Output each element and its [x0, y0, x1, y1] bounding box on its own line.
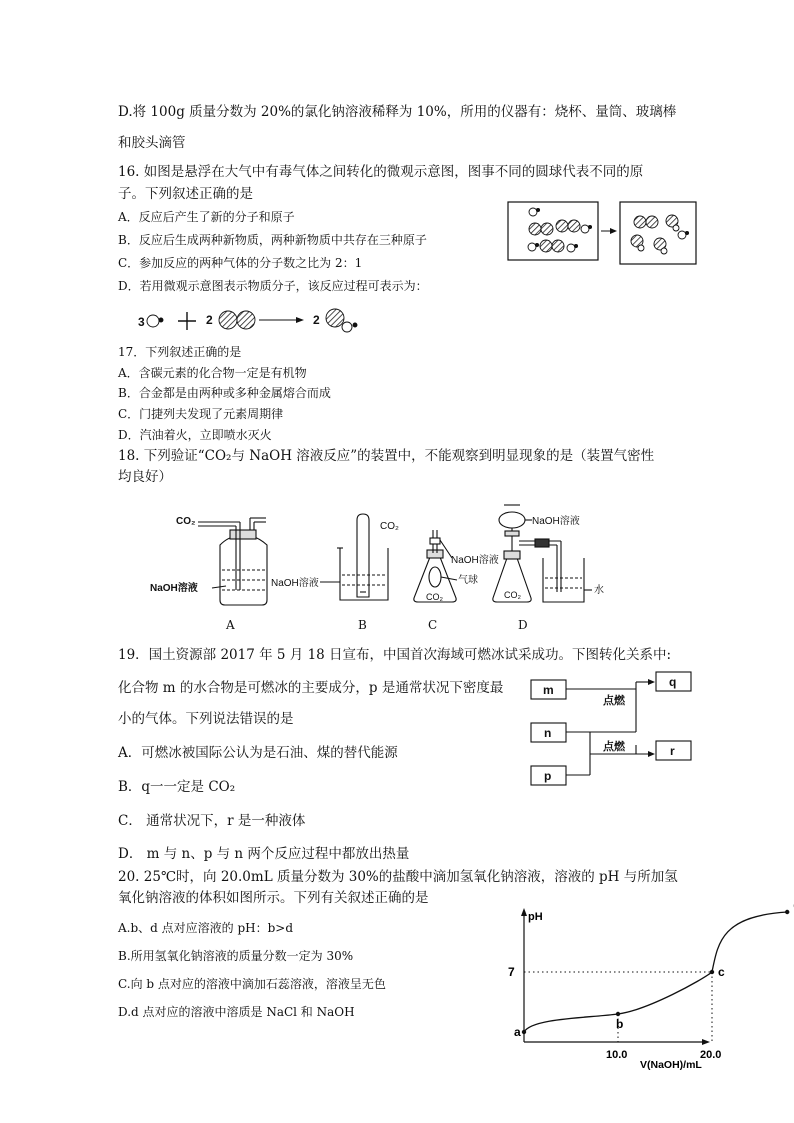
q18-b-naoh: NaOH溶液 — [271, 578, 319, 589]
q17-option-c: C．门捷列夫发现了元素周期律 — [118, 407, 284, 421]
q19-option-d: D． m 与 n、p 与 n 两个反应过程中都放出热量 — [118, 846, 410, 862]
q20-stem-line2: 氧化钠溶液的体积如图所示。下列有关叙述正确的是 — [118, 890, 429, 906]
q18-a-naoh: NaOH溶液 — [150, 583, 198, 594]
q19-box-r: r — [670, 744, 675, 758]
y-axis-label: pH — [528, 911, 543, 923]
x-axis-label: V(NaOH)/mL — [640, 1059, 702, 1071]
q18-c-co2: CO₂ — [426, 592, 443, 602]
q18-b-co2: CO₂ — [380, 521, 399, 532]
q19-arrow-ignite-2: 点燃 — [603, 741, 625, 753]
q16-stem-line1: 16. 如图是悬浮在大气中有毒气体之间转化的微观示意图，图事不同的圆球代表不同的原 — [118, 164, 644, 180]
point-b — [616, 1012, 620, 1016]
q19-box-q: q — [669, 675, 677, 689]
q18-a-co2: CO₂ — [176, 516, 196, 527]
q19-option-c: C． 通常状况下，r 是一种液体 — [118, 813, 306, 829]
q20-stem-line1: 20. 25℃时，向 20.0mL 质量分数为 30%的盐酸中滴加氢氧化钠溶液，溶液的 pH 与所加氢 — [118, 869, 678, 885]
q18-d-naoh: NaOH溶液 — [532, 516, 580, 527]
q19-box-p: p — [544, 769, 552, 783]
q19-stem-line2: 化合物 m 的水合物是可燃冰的主要成分，p 是通常状况下密度最 — [118, 680, 504, 696]
q19-box-m: m — [543, 683, 554, 697]
q18-c-balloon: 气球 — [458, 575, 478, 586]
eq-coef-2: 2 — [206, 313, 213, 327]
point-label-c: c — [718, 965, 725, 979]
q19-stem-line3: 小的气体。下列说法错误的是 — [118, 711, 294, 727]
q15-option-d-line2: 和胶头滴管 — [118, 135, 186, 151]
point-c — [710, 970, 714, 974]
q16-option-a: A．反应后产生了新的分子和原子 — [118, 210, 295, 224]
q18-label-b: B — [358, 618, 367, 632]
q16-stem-line2: 子。下列叙述正确的是 — [118, 186, 253, 202]
q16-option-d: D．若用微观示意图表示物质分子，该反应过程可表示为： — [118, 279, 428, 293]
point-d — [785, 910, 789, 914]
y-tick-7: 7 — [508, 965, 515, 979]
q19-stem-line1: 19．国土资源部 2017 年 5 月 18 日宣布，中国首次海域可燃冰试采成功。下图转化关系中: — [118, 647, 672, 663]
q17-option-d: D．汽油着火，立即喷水灭火 — [118, 428, 272, 442]
q20-option-b: B.所用氢氧化钠溶液的质量分数一定为 30% — [118, 949, 354, 963]
q18-stem-line2: 均良好） — [118, 469, 172, 485]
q18-label-c: C — [428, 618, 438, 632]
q18-d-water: 水 — [594, 585, 604, 596]
q20-option-a: A.b、d 点对应溶液的 pH：b>d — [118, 921, 294, 935]
q18-label-d: D — [518, 618, 528, 632]
point-label-b: b — [616, 1017, 624, 1031]
q20-option-c: C.向 b 点对应的溶液中滴加石蕊溶液，溶液呈无色 — [118, 977, 386, 991]
q19-box-n: n — [544, 726, 552, 740]
point-label-a: a — [514, 1025, 521, 1039]
q16-option-c: C．参加反应的两种气体的分子数之比为 2：1 — [118, 256, 363, 270]
q19-option-b: B．q一一定是 CO₂ — [118, 779, 236, 795]
q20-option-d: D.d 点对应的溶液中溶质是 NaCl 和 NaOH — [118, 1005, 355, 1019]
q16-option-b: B．反应后生成两种新物质，两种新物质中共存在三种原子 — [118, 233, 427, 247]
point-a — [522, 1030, 526, 1034]
ph-curve — [524, 912, 787, 1032]
x-tick-20: 20.0 — [700, 1049, 722, 1061]
q18-d-co2: CO₂ — [504, 590, 521, 600]
q18-stem-line1: 18. 下列验证“CO₂与 NaOH 溶液反应”的装置中，不能观察到明显现象的是（装置气密性 — [118, 448, 655, 464]
eq-coef-1: 3 — [138, 315, 145, 329]
q15-option-d-line1: D.将 100g 质量分数为 20%的氯化钠溶液稀释为 10%，所用的仪器有：烧杯、量筒、玻璃棒 — [118, 104, 677, 120]
q17-option-a: A．含碳元素的化合物一定是有机物 — [118, 366, 307, 380]
q18-c-naoh: NaOH溶液 — [451, 555, 499, 566]
eq-coef-3: 2 — [313, 313, 320, 327]
q19-option-a: A．可燃冰被国际公认为是石油、煤的替代能源 — [118, 745, 398, 761]
q18-label-a: A — [226, 618, 235, 632]
x-tick-10: 10.0 — [606, 1049, 628, 1061]
q17-stem: 17．下列叙述正确的是 — [118, 345, 242, 359]
q19-arrow-ignite-1: 点燃 — [603, 695, 625, 707]
q17-option-b: B．合金都是由两种或多种金属熔合而成 — [118, 386, 331, 400]
